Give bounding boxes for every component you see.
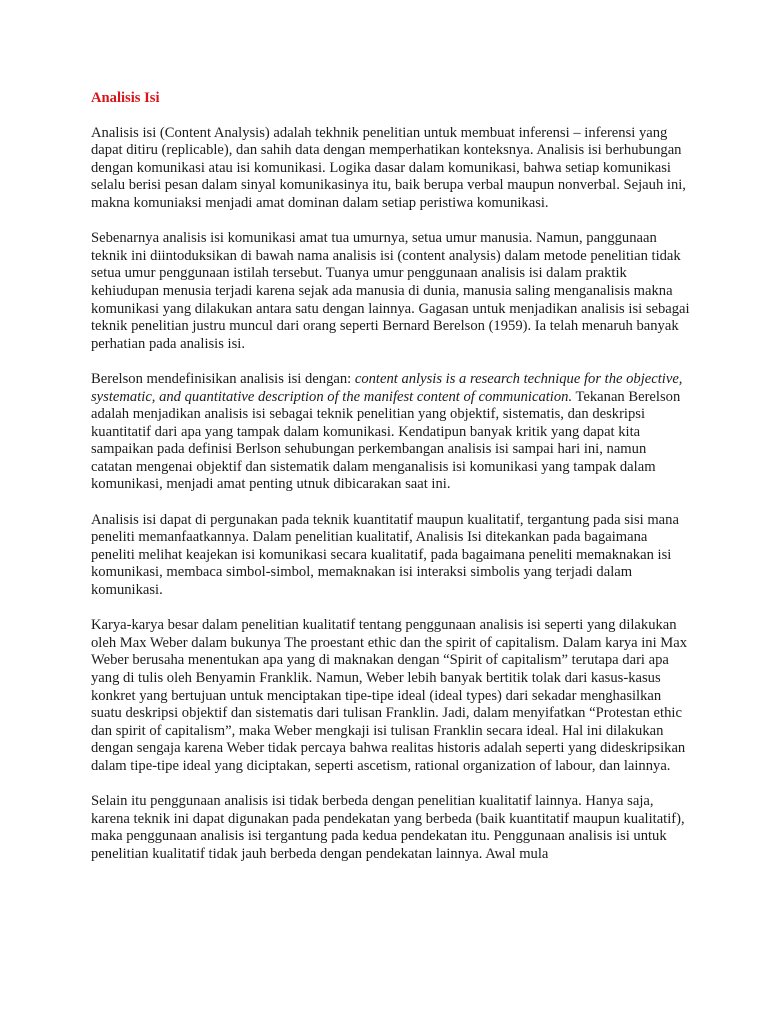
berelson-definition-quote: content anlysis is a research technique for the objective, systematic, and quantitative description of the manifest content of communication.	[91, 370, 683, 405]
paragraph-1: Analisis isi (Content Analysis) adalah tekhnik penelitian untuk membuat inferensi – inferensi yang dapat ditiru (replicable), dan sahih data dengan memperhatikan konteksnya. Analisis isi berhubungan dengan komunikasi atau isi komunikasi. Logika dasar dalam komunikasi, bahwa setiap komunikasi selalu berisi pesan dalam sinyal komunikasinya itu, baik berupa verbal maupun nonverbal. Sejauh ini, makna komuniaksi menjadi amat dominan dalam setiap peristiwa komunikasi.	[91, 124, 686, 211]
document-body	[91, 90, 691, 881]
paragraph-2: Sebenarnya analisis isi komunikasi amat tua umurnya, setua umur manusia. Namun, panggunaan teknik ini diintoduksikan di bawah nama analisis isi (content analysis) dalam metode penelitian tidak setua umur penggunaan istilah tersebut. Tuanya umur penggunaan analisis isi dalam praktik kehiudupan menusia terjadi karena sejak ada manusia di dunia, manusia saling menganalisis makna komunikasi yang dilakukan antara satu dengan lainnya. Gagasan untuk menjadikan analisis isi sebagai teknik penelitian justru muncul dari orang seperti Bernard Berelson (1959). Ia telah menaruh banyak perhatian pada analisis isi.	[91, 230, 690, 352]
paragraph-3	[91, 371, 691, 494]
paragraph-4: Analisis isi dapat di pergunakan pada teknik kuantitatif maupun kualitatif, tergantung pada sisi mana peneliti memanfaatkannya. Dalam penelitian kualitatif, Analisis Isi ditekankan pada bagaimana peneliti melihat keajekan isi komunikasi secara kualitatif, pada bagaimana peneliti memaknakan isi komunikasi, membaca simbol-simbol, memaknakan isi interaksi simbolis yang terjadi dalam komunikasi.	[91, 511, 679, 599]
paragraph-6: Selain itu penggunaan analisis isi tidak berbeda dengan penelitian kualitatif lainnya. Hanya saja, karena teknik ini dapat digunakan pada pendekatan yang berbeda (baik kuantitatif maupun kualitatif), maka penggunaan analisis isi tergantung pada kedua pendekatan itu. Penggunaan analisis isi untuk penelitian kualitatif tidak jauh berbeda dengan pendekatan lainnya. Awal mula	[91, 793, 685, 862]
document-title: Analisis Isi	[91, 90, 160, 106]
paragraph-3-lead: Berelson mendefinisikan analisis isi dengan:	[91, 370, 355, 387]
paragraph-3-rest: Tekanan Berelson adalah menjadikan analisis isi sebagai teknik penelitian yang objektif, sistematis, dan deskripsi kuantitatif dari apa yang tampak dalam komunikasi. Kendatipun banyak kritik yang dapat kita sampaikan pada definisi Berlson sehubungan perkembangan analisis isi sampai hari ini, namun catatan mengenai objektif dan sistematik dalam menganalisis isi komunikasi yang tampak dalam komunikasi, menjadi amat penting utnuk dibicarakan saat ini.	[91, 388, 681, 493]
paragraph-5: Karya-karya besar dalam penelitian kualitatif tentang penggunaan analisis isi seperti yang dilakukan oleh Max Weber dalam bukunya The proestant ethic dan the spirit of capitalism. Dalam karya ini Max Weber berusaha menentukan apa yang di maknakan dengan “Spirit of capitalism” terutapa dari apa yang di tulis oleh Benyamin Franklik. Namun, Weber lebih banyak bertitik tolak dari kasus-kasus konkret yang bertujuan untuk menciptakan tipe-tipe ideal (ideal types) dari sekadar menghasilkan suatu deskripsi objektif dan sistematis dari tulisan Franklin. Jadi, dalam menyifatkan “Protestan ethic dan spirit of capitalism”, maka Weber mengkaji isi tulisan Franklin secara ideal. Hal ini dilakukan dengan sengaja karena Weber tidak percaya bahwa realitas historis adalah seperti yang dideskripsikan dalam tipe-tipe ideal yang diciptakan, seperti ascetism, rational organization of labour, dan lainnya.	[91, 617, 688, 774]
